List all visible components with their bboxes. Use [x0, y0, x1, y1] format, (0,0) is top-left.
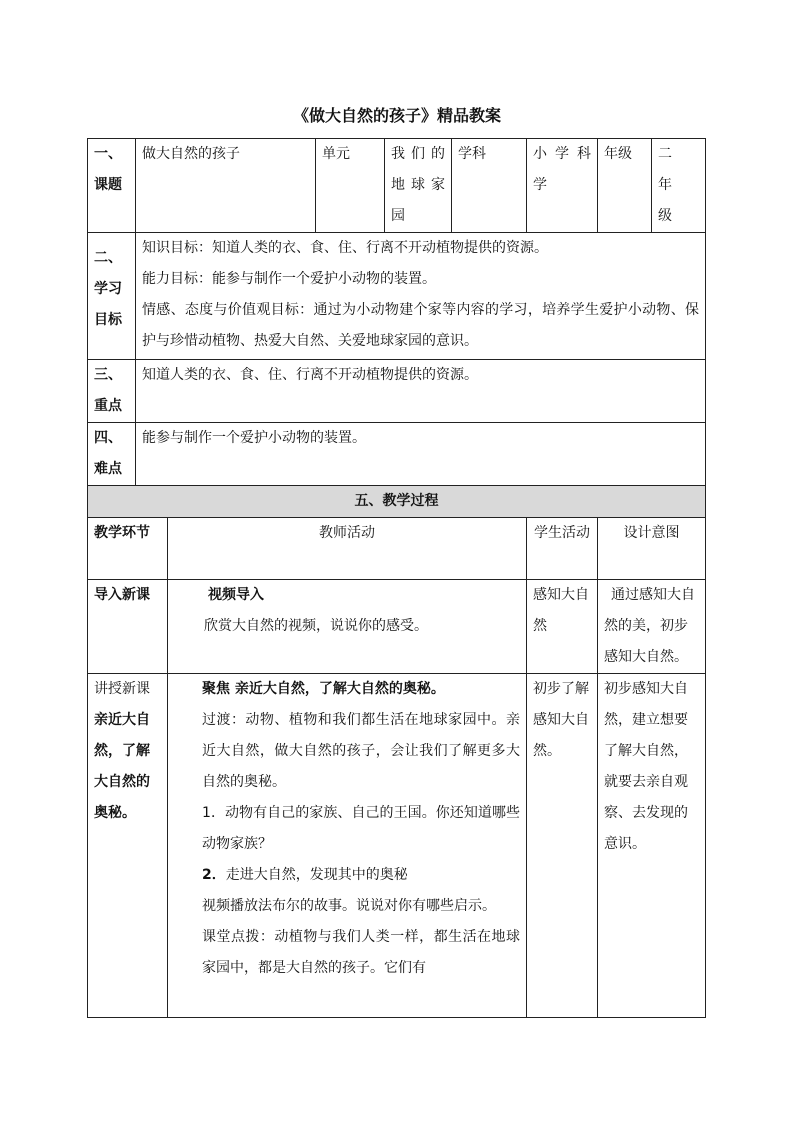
difficulty-label: 四、 难点 — [88, 423, 136, 486]
lesson-tip: 课堂点拨：动植物与我们人类一样，都生活在地球家园中，都是大自然的孩子。它们有 — [202, 929, 520, 976]
col-stage-header: 教学环节 — [88, 518, 168, 580]
intro-body: 欣赏大自然的视频，说说你的感受。 — [204, 618, 428, 634]
col-student-header: 学生活动 — [527, 518, 598, 580]
topic-name: 做大自然的孩子 — [136, 139, 316, 233]
difficulty-content: 能参与制作一个爱护小动物的装置。 — [136, 423, 706, 486]
intro-heading: 视频导入 — [208, 587, 264, 603]
topic-label: 一、 课题 — [88, 139, 136, 233]
lesson-teacher — [168, 674, 527, 1018]
lesson-student: 初步了解感知大自然。 — [527, 674, 598, 1018]
lesson-video: 视频播放法布尔的故事。说说对你有哪些启示。 — [202, 898, 496, 914]
knowledge-goal: 知识目标：知道人类的衣、食、住、行离不开动植物提供的资源。 — [142, 240, 548, 256]
lesson-question-2: 2．走进大自然，发现其中的奥秘 — [202, 867, 408, 883]
lesson-design: 初步感知大自然，建立想要了解大自然，就要去亲自观察、去发现的意识。 — [598, 674, 706, 1018]
emotion-goal: 情感、态度与价值观目标：通过为小动物建个家等内容的学习，培养学生爱护小动物、保护与珍惜动植物、热爱大自然、关爱地球家园的意识。 — [142, 302, 699, 349]
lesson-question-1: 1．动物有自己的家族、自己的王国。你还知道哪些动物家族？ — [202, 805, 520, 852]
goals-label: 二、 学习 目标 — [88, 233, 136, 360]
row-intro — [88, 580, 706, 674]
row-column-headers — [88, 518, 706, 580]
key-label: 三、 重点 — [88, 360, 136, 423]
goals-content — [136, 233, 706, 360]
lesson-stage: 讲授新课 亲近大自然，了解大自然的奥秘。 — [88, 674, 168, 1018]
row-key-points — [88, 360, 706, 423]
subject-value: 小学科 学 — [527, 139, 598, 233]
unit-label: 单元 — [316, 139, 385, 233]
row-goals — [88, 233, 706, 360]
grade-label: 年级 — [598, 139, 652, 233]
row-difficulty — [88, 423, 706, 486]
row-topic — [88, 139, 706, 233]
unit-value: 我们的 地球家 园 — [385, 139, 452, 233]
row-process-header — [88, 486, 706, 518]
document-title: 《做大自然的孩子》精品教案 — [292, 106, 501, 125]
lesson-heading: 聚焦 亲近大自然，了解大自然的奥秘。 — [202, 681, 445, 697]
lesson-stage-topic: 亲近大自然，了解大自然的奥秘。 — [94, 712, 150, 821]
row-lesson — [88, 674, 706, 1018]
lesson-plan-table — [87, 138, 706, 1018]
intro-design: 通过感知大自然的美，初步感知大自然。 — [598, 580, 706, 674]
intro-stage: 导入新课 — [88, 580, 168, 674]
col-design-header: 设计意图 — [598, 518, 706, 580]
intro-student: 感知大自然 — [527, 580, 598, 674]
lesson-transition: 过渡：动物、植物和我们都生活在地球家园中。亲近大自然，做大自然的孩子，会让我们了解更多大自然的奥秘。 — [202, 712, 520, 790]
process-header: 五、教学过程 — [88, 486, 706, 518]
subject-label: 学科 — [452, 139, 527, 233]
ability-goal: 能力目标：能参与制作一个爱护小动物的装置。 — [142, 271, 436, 287]
key-content: 知道人类的衣、食、住、行离不开动植物提供的资源。 — [136, 360, 706, 423]
grade-value: 二 年 级 — [652, 139, 706, 233]
col-teacher-header: 教师活动 — [168, 518, 527, 580]
intro-teacher — [168, 580, 527, 674]
